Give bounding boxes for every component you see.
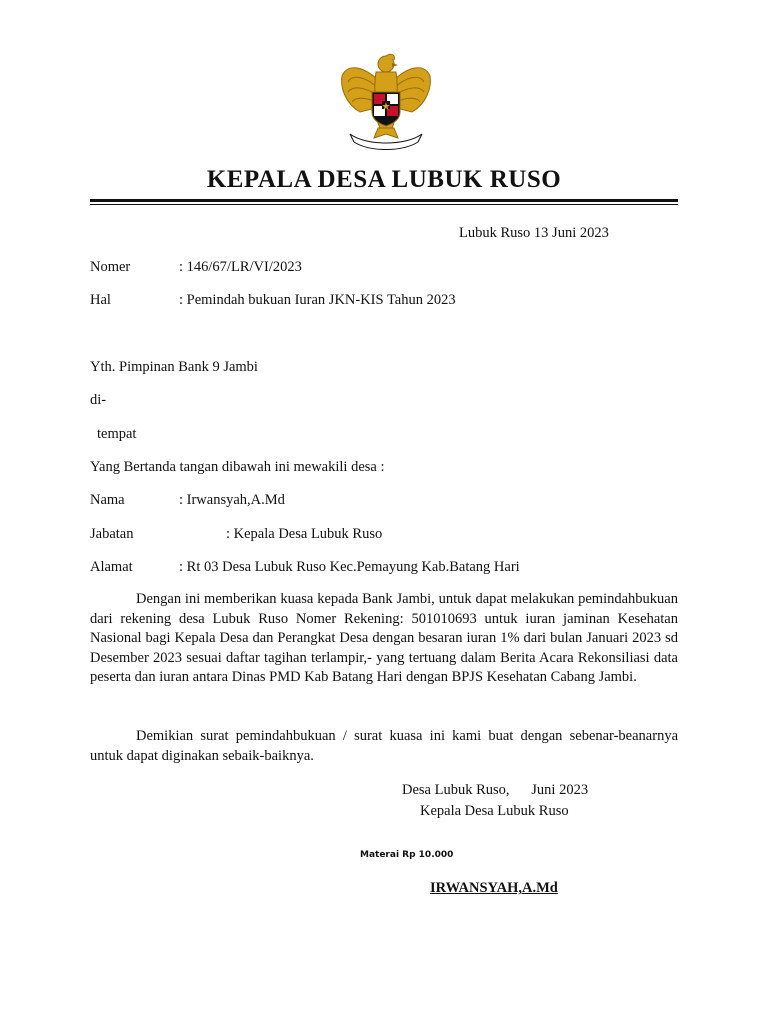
- name-value: : Irwansyah,A.Md: [179, 492, 285, 508]
- garuda-emblem-icon: [336, 46, 436, 150]
- intro-line: Yang Bertanda tangan dibawah ini mewakili desa :: [90, 459, 385, 475]
- heading-divider-thick: [90, 199, 678, 202]
- subject-value: : Pemindah bukuan Iuran JKN-KIS Tahun 2023: [179, 292, 456, 308]
- address-label: Alamat: [90, 559, 133, 575]
- body-paragraph-authorization: Dengan ini memberikan kuasa kepada Bank Jambi, untuk dapat melakukan pemindahbukuan dari rekening desa Lubuk Ruso Nomer Rekening: 501010693 untuk iuran jaminan Kesehatan Nasional bagi Kepala Desa dan Perangkat Desa dengan besaran iuran 1% dari bulan Januari 2023 sd Desember 2023 sesuai daftar tagihan terlampir,- yang tertuang dalam Berita Acara Rekonsiliasi data peserta dan iuran antara Dinas PMD Kab Batang Hari dengan BPJS Kesehatan Cabang Jambi.: [90, 591, 678, 685]
- addressee-di: di-: [90, 392, 107, 408]
- body-paragraph-closing: Demikian surat pemindahbukuan / surat kuasa ini kami buat dengan sebenar-beanarnya untuk dapat diginakan sebaik-baiknya.: [90, 728, 678, 764]
- address-value: : Rt 03 Desa Lubuk Ruso Kec.Pemayung Kab.Batang Hari: [179, 559, 520, 575]
- subject-label: Hal: [90, 292, 111, 308]
- signature-place-date: Desa Lubuk Ruso, Juni 2023: [402, 782, 589, 798]
- letter-date: Lubuk Ruso 13 Juni 2023: [459, 225, 609, 241]
- addressee-place: tempat: [97, 426, 137, 442]
- heading-divider-thin: [90, 204, 678, 205]
- signer-name: IRWANSYAH,A.Md: [430, 880, 558, 896]
- addressee-line: Yth. Pimpinan Bank 9 Jambi: [90, 359, 258, 375]
- reference-number-value: : 146/67/LR/VI/2023: [179, 259, 302, 275]
- stamp-duty-label: Materai Rp 10.000: [360, 850, 454, 860]
- position-value: : Kepala Desa Lubuk Ruso: [226, 526, 383, 542]
- signature-title: Kepala Desa Lubuk Ruso: [420, 803, 569, 819]
- letter-heading: KEPALA DESA LUBUK RUSO: [206, 166, 562, 193]
- position-label: Jabatan: [90, 526, 134, 542]
- reference-number-label: Nomer: [90, 259, 131, 275]
- name-label: Nama: [90, 492, 125, 508]
